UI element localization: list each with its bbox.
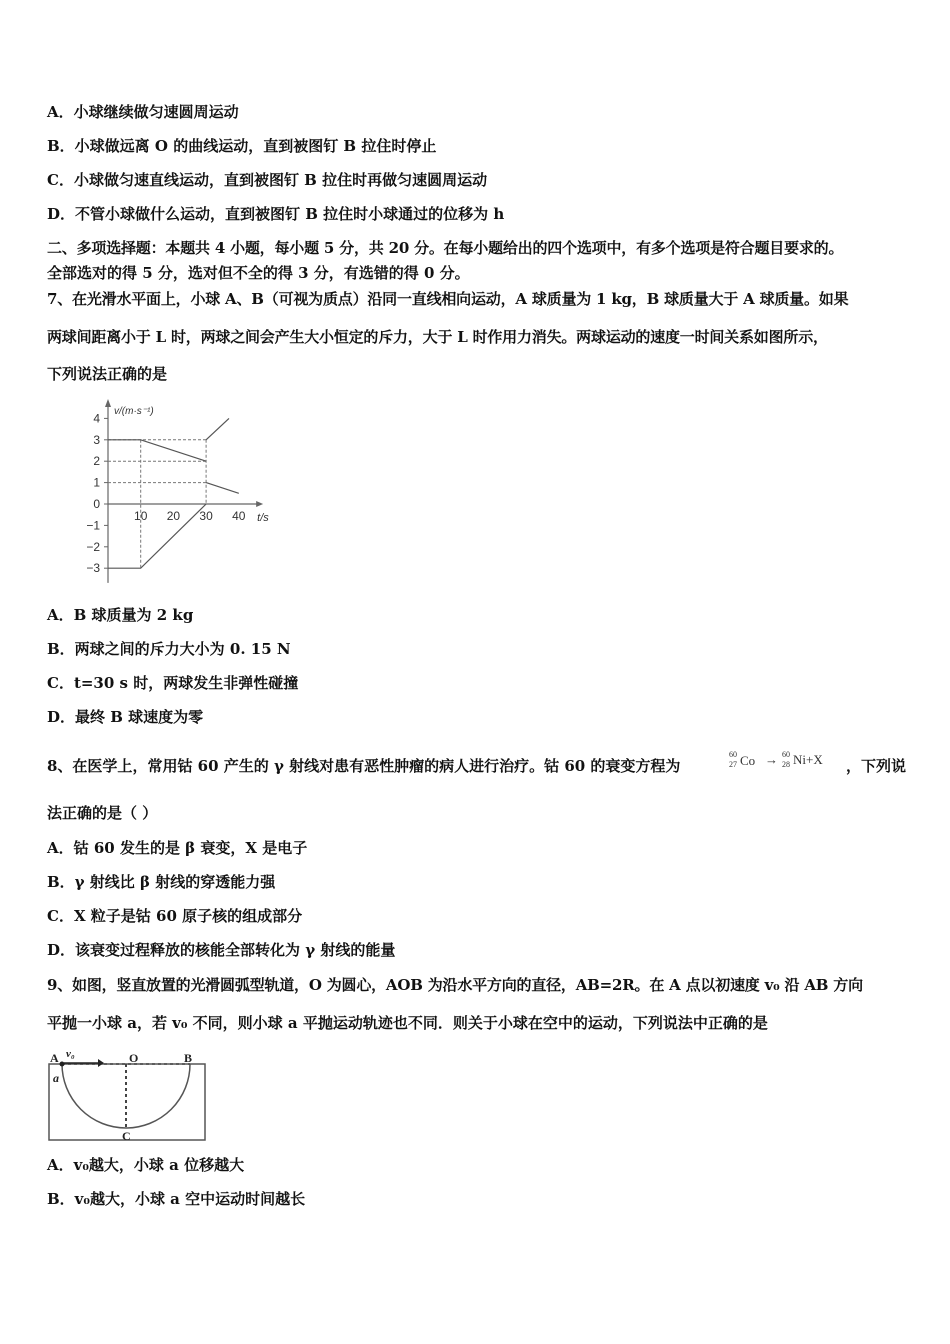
q9-stem-line2: 平抛一小球 a，若 v₀ 不同，则小球 a 平抛运动轨迹也不同．则关于小球在空中的运动，下列说法中正确的是	[47, 1014, 768, 1032]
q8-option-a: A．钴 60 发生的是 β 衰变，X 是电子	[47, 839, 308, 857]
x-tick-label: 30	[199, 509, 213, 523]
y-tick-label: −3	[86, 561, 100, 576]
series-A-before	[108, 440, 206, 461]
q6-option-d: D．不管小球做什么运动，直到被图钉 B 拉住时小球通过的位移为 h	[47, 205, 505, 223]
series-A-after	[206, 483, 239, 494]
decay-equation	[728, 748, 846, 776]
label-ball-a: a	[53, 1071, 59, 1085]
q6-option-c: C．小球做匀速直线运动，直到被图钉 B 拉住时再做匀速圆周运动	[47, 171, 488, 189]
q8-stem-line2: 法正确的是（ ）	[47, 804, 158, 822]
y-tick-label: −1	[86, 518, 100, 533]
q7-option-a: A．B 球质量为 2 kg	[47, 606, 194, 624]
y-tick-label: 3	[93, 432, 100, 447]
q9-option-b: B．v₀越大，小球 a 空中运动时间越长	[47, 1190, 306, 1208]
y-tick-label: −2	[86, 539, 100, 554]
y-tick-label: 4	[93, 411, 100, 426]
velocity-arrowhead	[98, 1059, 104, 1067]
x-tick-label: 20	[166, 509, 181, 523]
label-o: O	[129, 1051, 139, 1065]
q7-option-b: B．两球之间的斥力大小为 0. 15 N	[47, 640, 291, 658]
q8-stem-tail: ，下列说	[846, 757, 907, 775]
series-B-before	[108, 504, 206, 568]
y-tick-label: 1	[93, 475, 100, 490]
eq-ni-symbol: Ni+X	[793, 752, 823, 767]
q7-option-c: C．t=30 s 时，两球发生非弹性碰撞	[47, 674, 299, 692]
y-axis-arrow	[105, 399, 111, 407]
label-c: C	[122, 1129, 131, 1143]
y-axis-label: v/(m·s⁻¹)	[114, 406, 154, 417]
eq-co-mass: 60	[729, 750, 737, 759]
x-axis-label: t/s	[257, 512, 269, 524]
q8-stem-line1: 8、在医学上，常用钴 60 产生的 γ 射线对患有恶性肿瘤的病人进行治疗。钴 60 的衰变方程为	[47, 757, 681, 775]
series-B-after	[206, 418, 229, 439]
q7-stem-line2: 两球间距离小于 L 时，两球之间会产生大小恒定的斥力，大于 L 时作用力消失。两球运动的速度一时间关系如图所示，	[47, 328, 828, 346]
eq-arrow: →	[765, 752, 778, 767]
q9-stem-line1: 9、如图，竖直放置的光滑圆弧型轨道，O 为圆心，AOB 为沿水平方向的直径，AB=2R。在 A 点以初速度 v₀ 沿 AB 方向	[47, 976, 863, 994]
q9-option-a: A．v₀越大，小球 a 位移越大	[47, 1156, 245, 1174]
section2-heading: 二、多项选择题：本题共 4 小题，每小题 5 分，共 20 分。在每小题给出的四个选项中，有多个选项是符合题目要求的。	[47, 239, 844, 257]
x-axis-arrow	[256, 501, 263, 507]
y-tick-label: 2	[93, 454, 100, 469]
q7-stem-line1: 7、在光滑水平面上，小球 A、B（可视为质点）沿同一直线相向运动，A 球质量为 1 kg，B 球质量大于 A 球质量。如果	[47, 290, 849, 308]
eq-ni-mass: 60	[782, 750, 790, 759]
q7-stem-line3: 下列说法正确的是	[47, 365, 168, 383]
label-v0: v₀	[66, 1048, 75, 1060]
velocity-time-graph	[50, 396, 269, 578]
eq-ni-number: 28	[782, 760, 790, 769]
q6-option-a: A．小球继续做匀速圆周运动	[47, 103, 239, 121]
arc-track-figure	[46, 1048, 210, 1144]
y-tick-label: 0	[93, 497, 100, 511]
q7-option-d: D．最终 B 球速度为零	[47, 708, 204, 726]
q8-option-c: C．X 粒子是钴 60 原子核的组成部分	[47, 907, 303, 925]
eq-co-number: 27	[729, 760, 737, 769]
x-tick-label: 10	[134, 509, 148, 523]
x-tick-label: 40	[232, 509, 246, 523]
ball-a	[60, 1062, 65, 1067]
q8-option-b: B．γ 射线比 β 射线的穿透能力强	[47, 873, 276, 891]
label-a-point: A	[50, 1051, 59, 1065]
q6-option-b: B．小球做远离 O 的曲线运动，直到被图钉 B 拉住时停止	[47, 137, 437, 155]
q8-option-d: D．该衰变过程释放的核能全部转化为 γ 射线的能量	[47, 941, 396, 959]
eq-co-symbol: Co	[740, 753, 756, 768]
label-b: B	[184, 1051, 193, 1065]
section2-scoring: 全部选对的得 5 分，选对但不全的得 3 分，有选错的得 0 分。	[47, 264, 470, 282]
